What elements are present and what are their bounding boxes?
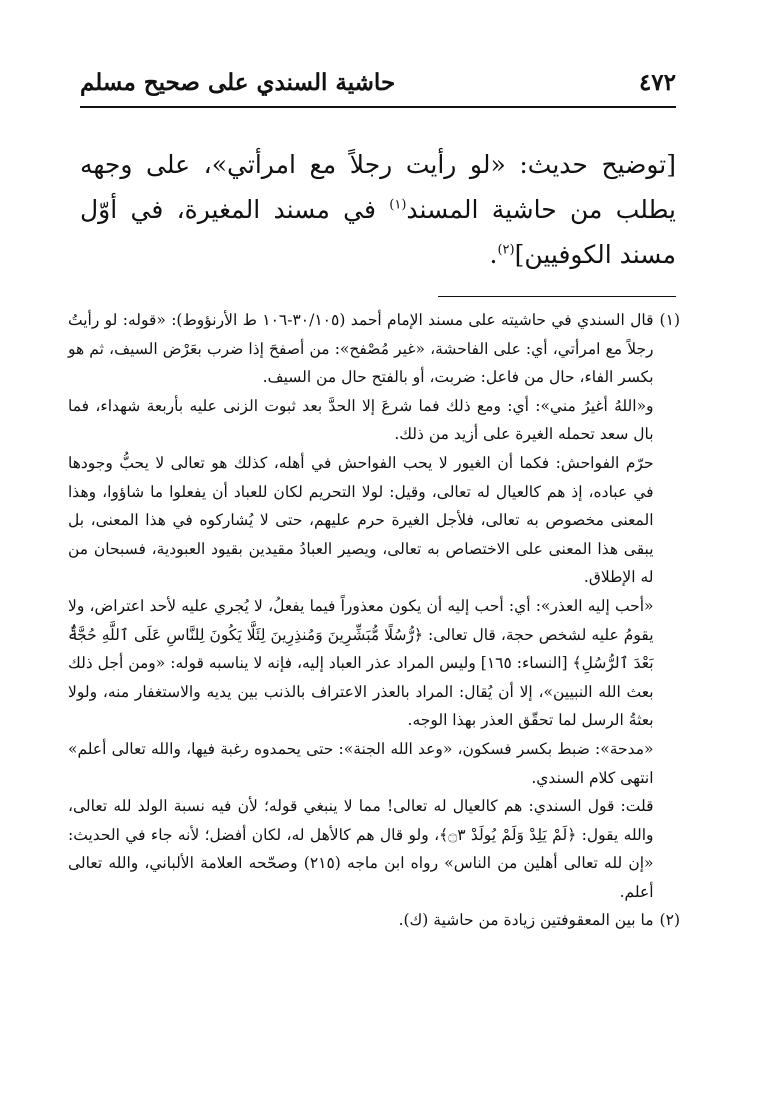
- running-header: [80, 62, 676, 102]
- footnote-paragraph: و«اللهُ أغيرُ مني»: أي: ومع ذلك فما شرعَ إلا الحدَّ بعد ثبوت الزنى عليه بأربعة شهداء، فما بال سعد تحمله الغيرة على أزيد من ذلك.: [68, 396, 654, 444]
- footnote-2: [68, 906, 680, 935]
- main-text-part-1: [توضيح حديث: «لو رأيت رجلاً مع امرأتي»، على وجهه يطلب من حاشية المسند: [80, 150, 676, 224]
- footnote-number: (٢): [659, 911, 680, 930]
- footnote-body: [68, 306, 654, 906]
- footnote-1: [68, 306, 680, 906]
- footnote-number: (١): [659, 311, 680, 329]
- footnotes: [68, 306, 680, 935]
- footnote-paragraph: «أحب إليه العذر»: أي: أحب إليه أن يكون معذوراً فيما يفعلُ، لا يُجري عليه لأحد اعتراض، ولا يقومُ عليه لشخص حجة، قال تعالى: ﴿رُّسُلًا مُّبَشِّرِينَ وَمُنذِرِينَ لِئَلَّا يَكُونَ لِلنَّاسِ عَلَى ٱللَّهِ حُجَّةٌۢ بَعْدَ ٱلرُّسُلِ﴾ [النساء: ١٦٥] وليس المراد عذر العباد إليه، فإنه لا يناسبه قوله: «ومن أجل ذلك بعث الله النبيين»، إلا أن يُقال: المراد بالعذر الاعتراف بالذنب بين يديه والاستغفار منه، ولولا بعثةُ الرسل لما تحقّق العذر بهذا الوجه.: [68, 596, 654, 730]
- main-text: [80, 142, 676, 277]
- running-title: حاشية السندي على صحيح مسلم: [80, 68, 396, 96]
- footnote-paragraph: قلت: قول السندي: هم كالعيال له تعالى! مما لا ينبغي قوله؛ لأن فيه نسبة الولد لله تعالى، والله يقول: ﴿لَمْ يَلِدْ وَلَمْ يُولَدْ ۝٣﴾، ولو قال هم كالأهل له، لكان أفضل؛ لأنه جاء في الحديث: «إن لله تعالى أهلين من الناس» رواه ابن ماجه (٢١٥) وصحّحه العلامة الألباني، والله تعالى أعلم.: [68, 797, 654, 901]
- main-text-end: .: [489, 240, 498, 269]
- footnote-paragraph: قال السندي في حاشيته على مسند الإمام أحمد (٣٠/١٠٥-١٠٦ ط الأرنؤوط): «قوله: لو رأيتُ رجلاً مع امرأتي، أي: على الفاحشة، «غير مُصْفح»: من أصفحَ إذا ضرب بعَرْض السيف، ثم هو بكسر الفاء، حال من فاعل: ضربت، أو بالفتح حال من السيف.: [68, 311, 654, 387]
- footnote-ref-1: (١): [389, 197, 407, 213]
- footnote-paragraph: حرّم الفواحش: فكما أن الغيور لا يحب الفواحش في أهله، كذلك هو تعالى لا يحبُّ وجودها في عباده، إذ هم كالعيال له تعالى، وقيل: لولا التحريم لكان للعباد أن يفعلوا ما شاؤوا، وهذا المعنى مخصوص به تعالى، فلأجل الغيرة حرم عليهم، حتى لا يُشاركوه في هذا المعنى، بل يبقى هذا المعنى على الاختصاص به تعالى، ويصير العبادُ مقيدين بقيود العبودية، فسبحان من له الإطلاق.: [68, 453, 654, 587]
- header-rule: [80, 106, 676, 108]
- footnote-paragraph: «مدحة»: ضبط بكسر فسكون، «وعد الله الجنة»: حتى يحمدوه رغبة فيها، والله تعالى أعلم» انتهى كلام السندي.: [68, 739, 654, 787]
- footnote-body: [68, 906, 654, 935]
- main-paragraph: [80, 142, 676, 277]
- footnote-ref-2: (٢): [497, 242, 515, 258]
- footnote-paragraph: ما بين المعقوفتين زيادة من حاشية (ك).: [398, 911, 654, 930]
- page-number: ٤٧٢: [638, 68, 676, 96]
- footnote-separator: [438, 296, 676, 297]
- main-text-part-2: في مسند المغيرة، في أوّل مسند الكوفيين]: [80, 195, 676, 269]
